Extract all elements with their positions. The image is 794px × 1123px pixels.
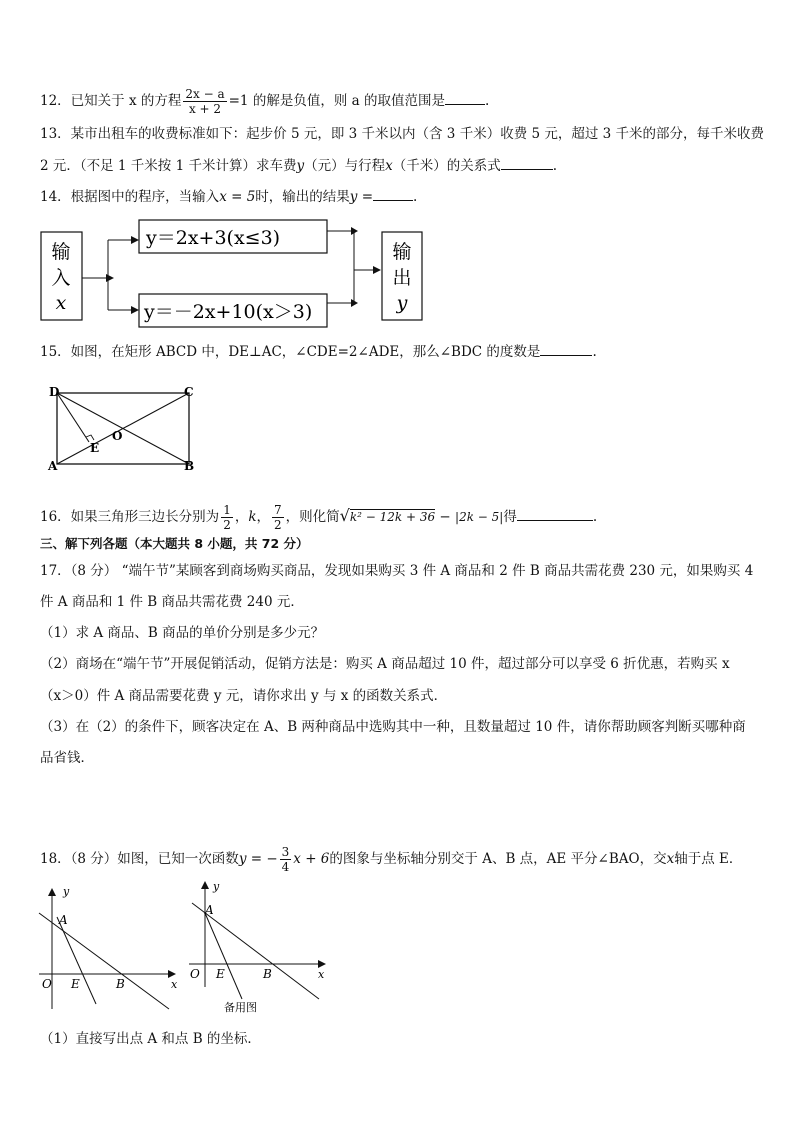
question-13-line1: 13．某市出租车的收费标准如下：起步价 5 元，即 3 千米以内（含 3 千米）收费 5 元，超过 3 千米的部分，每千米收费 <box>40 126 765 142</box>
q14-mid: 时，输出的结果 <box>255 189 350 205</box>
label-a: A <box>48 459 58 473</box>
q12-suffix: =1 的解是负值，则 a 的取值范围是 <box>228 93 445 109</box>
rectangle-figure <box>44 383 214 478</box>
question-17-part2b: （x＞0）件 A 商品需要花费 y 元，请你求出 y 与 x 的函数关系式． <box>40 688 448 704</box>
q15-answer-blank[interactable] <box>540 341 592 356</box>
label-d: D <box>49 385 60 399</box>
graph2-label-a: A <box>205 903 214 917</box>
y-axis-arrow <box>201 881 209 889</box>
q16-suffix: 得 <box>503 509 517 525</box>
q18-frac-den: 4 <box>281 860 290 874</box>
section-3-heading: 三、解下列各题（本大题共 8 小题，共 72 分） <box>40 536 309 551</box>
q16-sep2: ， <box>256 509 271 525</box>
q12-frac-den: x + 2 <box>188 102 222 116</box>
graph2-label-o: O <box>190 967 200 981</box>
q16-k: k <box>248 509 257 525</box>
q16-f2-num: 7 <box>274 503 282 517</box>
q13-var-y: y <box>296 158 305 174</box>
question-14 <box>40 186 417 207</box>
question-17-part2a: （2）商场在“端午节”开展促销活动，促销方法是：购买 A 商品超过 10 件，超过部分可以享受 6 折优惠，若购买 x <box>40 656 730 672</box>
q16-fraction-2 <box>272 503 284 532</box>
arrow-head-bottom <box>131 306 139 314</box>
line-ae <box>205 913 242 999</box>
arrow-head-top <box>131 236 139 244</box>
q15-text: 15．如图，在矩形 ABCD 中，DE⊥AC，∠CDE=2∠ADE，那么∠BDC 的度数是 <box>40 344 541 360</box>
graph1-label-o: O <box>42 977 52 991</box>
graph2-label-b: B <box>263 967 272 981</box>
q16-minus: − <box>435 509 456 525</box>
q18-prefix: 18．（8 分）如图，已知一次函数 <box>40 851 239 867</box>
output-label-3: y <box>396 292 408 314</box>
q14-end: . <box>413 189 418 205</box>
q14-answer-blank[interactable] <box>373 186 413 201</box>
line-ab <box>39 913 169 1009</box>
y-axis-arrow <box>48 888 56 896</box>
output-label-2: 出 <box>392 267 412 289</box>
graph2-label-y: y <box>213 880 220 893</box>
q13-end: . <box>552 158 558 174</box>
q12-answer-blank[interactable] <box>445 90 485 105</box>
q16-answer-blank[interactable] <box>517 506 593 521</box>
function-graph-backup <box>184 877 334 1017</box>
q16-f2-den: 2 <box>274 518 282 532</box>
q16-fraction-1 <box>221 503 233 532</box>
input-label-3: x <box>55 292 67 314</box>
segment-de <box>57 393 89 442</box>
q18-frac-num: 3 <box>281 845 290 859</box>
graph1-label-a: A <box>59 913 68 927</box>
function-graph-1 <box>34 887 184 1017</box>
q18-func-lhs: y = − <box>238 851 278 867</box>
sqrt-symbol: √ <box>339 506 350 525</box>
arrow-head <box>106 274 114 282</box>
q12-fraction <box>183 87 226 116</box>
q16-radicand: k² − 12k + 36 <box>349 510 436 524</box>
q16-end: . <box>592 509 598 525</box>
question-17-line2: 件 A 商品和 1 件 B 商品共需花费 240 元． <box>40 594 304 610</box>
question-18-part1: （1）直接写出点 A 和点 B 的坐标． <box>40 1031 261 1047</box>
x-axis-arrow <box>168 970 176 978</box>
q14-var-y: y = <box>349 189 374 205</box>
graph1-label-y: y <box>63 887 70 898</box>
question-17-part3a: （3）在（2）的条件下，顾客决定在 A、B 两种商品中选购其中一种，且数量超过 10 件，请你帮助顾客判断买哪种商 <box>40 719 746 735</box>
q16-mid: ，则化简 <box>285 509 340 525</box>
q14-prefix: 14．根据图中的程序，当输入 <box>40 189 220 205</box>
q18-func-rhs: x + 6 <box>293 851 330 867</box>
x-axis-arrow <box>318 960 326 968</box>
q18-suffix: 的图象与坐标轴分别交于 A、B 点，AE 平分∠BAO，交 <box>329 851 667 867</box>
input-label-2: 入 <box>51 267 71 289</box>
label-o: O <box>112 429 123 443</box>
backup-graph-caption: 备用图 <box>224 1001 257 1014</box>
q13-text-a: 2 元．（不足 1 千米按 1 千米计算）求车费 <box>40 158 297 174</box>
label-e: E <box>90 441 100 455</box>
q16-prefix: 16．如果三角形三边长分别为 <box>40 509 220 525</box>
graph1-label-e: E <box>71 977 80 991</box>
graph2-label-x: x <box>318 968 325 981</box>
question-16 <box>40 503 597 532</box>
question-12 <box>40 87 489 116</box>
q13-answer-blank[interactable] <box>501 155 553 170</box>
label-c: C <box>184 385 194 399</box>
q12-prefix: 12．已知关于 x 的方程 <box>40 93 182 109</box>
graph1-label-x: x <box>171 978 178 991</box>
q18-end: 轴于点 E． <box>674 851 743 867</box>
branch-2-formula: y＝－2x+10(x＞3) <box>144 301 313 323</box>
question-17-part1: （1）求 A 商品、B 商品的单价分别是多少元？ <box>40 625 325 641</box>
q16-abs: |2k − 5| <box>455 510 504 524</box>
q13-text-c: （千米）的关系式 <box>392 158 501 174</box>
q14-condition: x = 5 <box>219 189 256 205</box>
branch-1-formula: y＝2x+3(x≤3) <box>146 227 281 249</box>
line-ab <box>192 903 319 999</box>
q12-frac-num: 2x − a <box>185 87 225 101</box>
question-17-line1: 17．（8 分） “端午节”某顾客到商场购买商品，发现如果购买 3 件 A 商品和 2 件 B 商品共需花费 230 元，如果购买 4 <box>40 563 754 579</box>
label-b: B <box>184 459 195 473</box>
q16-f1-den: 2 <box>223 518 231 532</box>
q15-end: . <box>592 344 597 360</box>
question-13-line2 <box>40 155 557 176</box>
question-15 <box>40 341 597 362</box>
output-label-1: 输 <box>392 241 412 263</box>
graph1-label-b: B <box>116 977 125 991</box>
q13-text-b: （元）与行程 <box>304 158 386 174</box>
question-18 <box>40 845 742 874</box>
question-17-part3b: 品省钱． <box>40 750 94 766</box>
graph2-label-e: E <box>216 967 225 981</box>
program-flowchart <box>38 215 458 330</box>
q16-f1-num: 1 <box>223 503 231 517</box>
q12-end: . <box>484 93 490 109</box>
q16-sep1: ， <box>234 509 249 525</box>
q13-var-x: x <box>385 158 393 174</box>
q18-var-x: x <box>666 851 675 867</box>
q18-fraction <box>280 845 292 874</box>
input-label-1: 输 <box>51 241 71 263</box>
output-arrow-head <box>373 266 381 274</box>
